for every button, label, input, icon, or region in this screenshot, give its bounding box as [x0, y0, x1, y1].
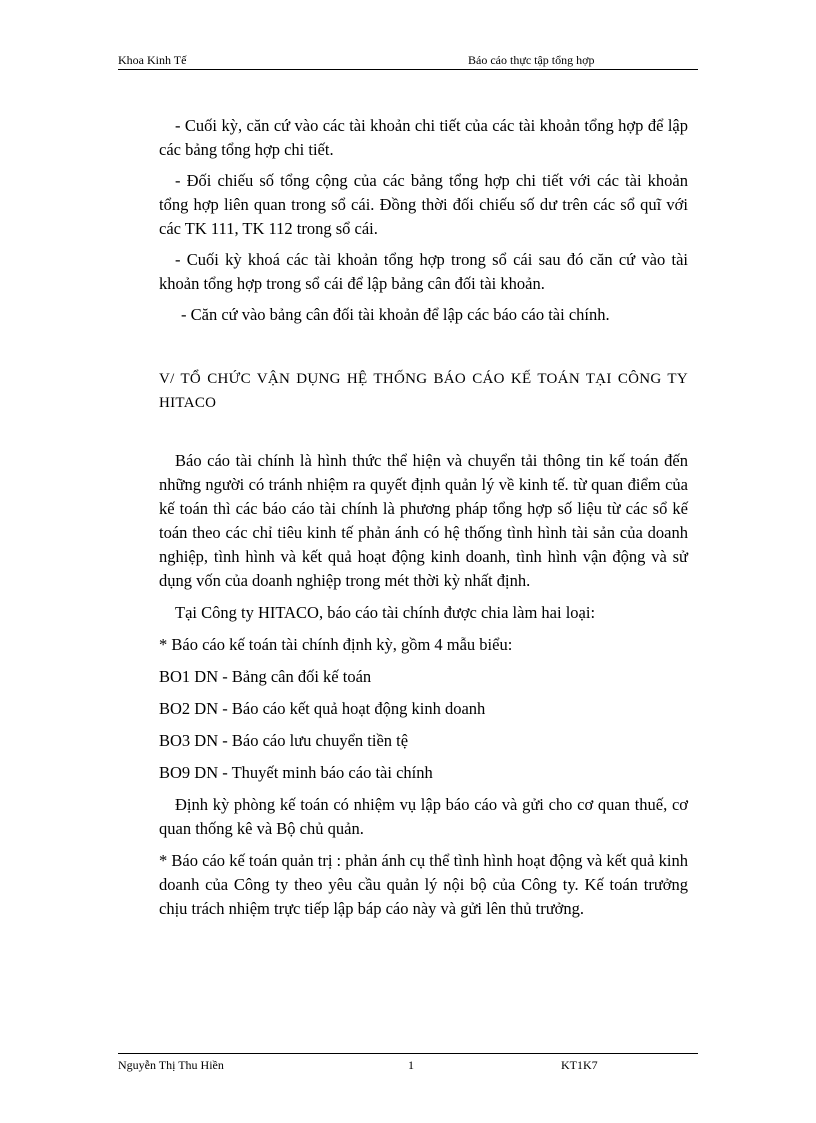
footer-class-code: KT1K7 [561, 1058, 598, 1072]
footer-author: Nguyễn Thị Thu Hiền [118, 1058, 224, 1072]
paragraph-financial-reports: - Căn cứ vào bảng cân đối tài khoản để lập các báo cáo tài chính. [181, 305, 610, 324]
paragraph-submission: Định kỳ phòng kế toán có nhiệm vụ lập báo cáo và gửi cho cơ quan thuế, cơ quan thống kê và Bộ chủ quản. [159, 795, 688, 838]
list-item-form: BO2 DN - Báo cáo kết quả hoạt động kinh doanh [159, 699, 486, 718]
header-report-title: Báo cáo thực tập tổng hợp [468, 53, 595, 67]
paragraph-report-types: Tại Công ty HITACO, báo cáo tài chính được chia làm hai loại: [175, 603, 596, 622]
footer-page-number: 1 [408, 1058, 414, 1072]
paragraph-intro: Báo cáo tài chính là hình thức thể hiện và chuyển tải thông tin kế toán đến những người có tránh nhiệm ra quyết định quản lý về kinh tế. từ quan điểm của kế toán thì các báo cáo tài chính là phương pháp tổng hợp số liệu từ các sổ kế toán theo các chỉ tiêu kinh tế phản ánh có hệ thống tình hình tài sản của doanh nghiệp, tình hình và kết quả hoạt động kinh doanh, tình hình vận động và sử dụng vốn của doanh nghiệp trong mét thời kỳ nhất định. [159, 451, 688, 590]
paragraph-ledger-closing: - Cuối kỳ khoá các tài khoản tổng hợp trong sổ cái sau đó căn cứ vào tài khoản tổng hợp trong sổ cái để lập bảng cân đối tài khoản. [159, 250, 688, 293]
page-body [159, 114, 688, 921]
paragraph-closing-accounts: - Cuối kỳ, căn cứ vào các tài khoản chi tiết của các tài khoản tổng hợp để lập các bảng tổng hợp chi tiết. [159, 116, 688, 159]
header-department: Khoa Kinh Tế [118, 53, 187, 67]
section-heading: V/ TỔ CHỨC VẬN DỤNG HỆ THỐNG BÁO CÁO KẾ TOÁN TẠI CÔNG TY HITACO [159, 371, 688, 411]
paragraph-management-reports: * Báo cáo kế toán quản trị : phản ánh cụ thể tình hình hoạt động và kết quả kinh doanh của Công ty theo yêu cầu quản lý nội bộ của Công ty. Kế toán trưởng chịu trách nhiệm trực tiếp lập báp cáo này và gửi lên thủ trưởng. [159, 851, 688, 918]
list-item-form: BO3 DN - Báo cáo lưu chuyển tiền tệ [159, 731, 409, 750]
page-header [118, 53, 698, 70]
list-item-form: BO9 DN - Thuyết minh báo cáo tài chính [159, 763, 433, 782]
list-item-form: BO1 DN - Bảng cân đối kế toán [159, 667, 372, 686]
paragraph-reconciliation: - Đối chiếu số tổng cộng của các bảng tổng hợp chi tiết với các tài khoản tổng hợp liên quan trong sổ cái. Đồng thời đối chiếu số dư trên các sổ quĩ với các TK 111, TK 112 trong sổ cái. [159, 171, 688, 238]
page-footer [118, 1053, 698, 1074]
paragraph-periodic-reports: * Báo cáo kế toán tài chính định kỳ, gồm 4 mẫu biểu: [159, 635, 513, 654]
